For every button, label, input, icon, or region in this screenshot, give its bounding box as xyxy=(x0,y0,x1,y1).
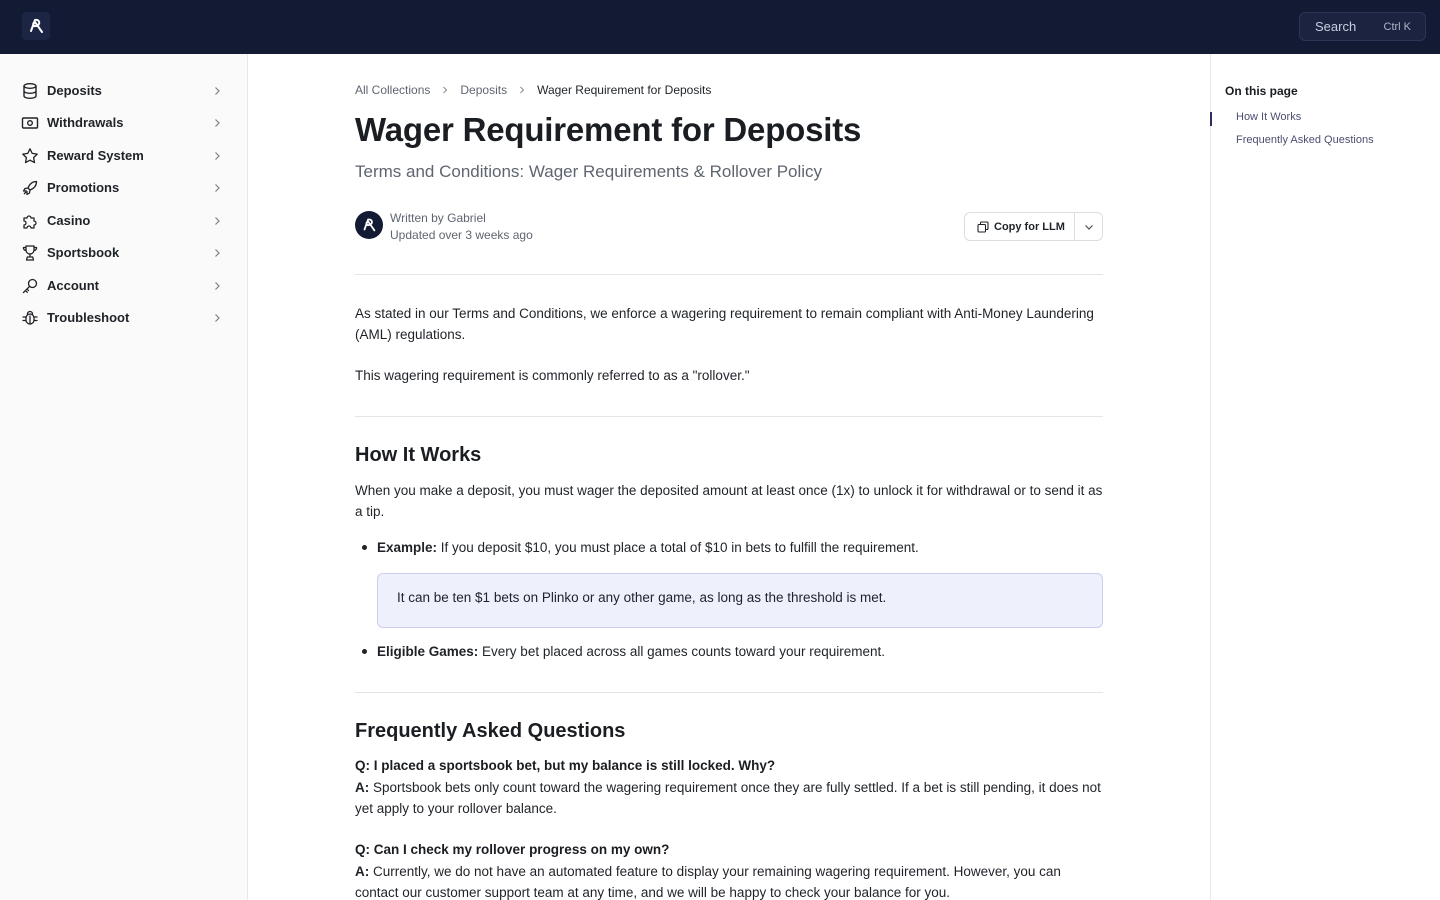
toc-active-indicator xyxy=(1210,112,1212,126)
sidebar-item-account[interactable] xyxy=(0,270,247,302)
divider xyxy=(355,416,1103,417)
chevron-right-icon xyxy=(440,85,450,95)
breadcrumb xyxy=(355,83,711,97)
breadcrumb-all-collections[interactable]: All Collections xyxy=(355,83,431,97)
how-it-works-paragraph: When you make a deposit, you must wager the deposited amount at least once (1x) to unlock it for withdrawal or to send it as a tip. xyxy=(355,483,1103,519)
trophy-icon xyxy=(21,244,39,262)
section-heading-how-it-works: How It Works xyxy=(355,444,482,466)
chevron-right-icon xyxy=(211,85,223,97)
list-item xyxy=(377,537,1103,558)
brand-logo-icon[interactable] xyxy=(22,12,50,40)
intro-paragraph-2: This wagering requirement is commonly referred to as a "rollover." xyxy=(355,368,750,383)
answer-label: A: xyxy=(355,780,370,795)
divider xyxy=(355,274,1103,275)
faq-answer xyxy=(355,777,1103,819)
sidebar-item-label: Promotions xyxy=(47,180,120,195)
breadcrumb-current: Wager Requirement for Deposits xyxy=(537,83,712,97)
example-label: Example: xyxy=(377,540,438,555)
eligible-label: Eligible Games: xyxy=(377,644,479,659)
divider xyxy=(355,692,1103,693)
faq-answer xyxy=(355,861,1103,900)
bullet-icon xyxy=(362,649,367,654)
search-button[interactable] xyxy=(1299,12,1426,41)
copy-icon xyxy=(977,221,989,233)
copy-for-llm-label: Copy for LLM xyxy=(994,220,1065,233)
sidebar-item-deposits[interactable] xyxy=(0,75,247,107)
rocket-icon xyxy=(21,179,39,197)
top-bar xyxy=(0,0,1440,54)
sidebar-item-label: Deposits xyxy=(47,83,102,98)
breadcrumb-deposits[interactable]: Deposits xyxy=(460,83,508,97)
sidebar-item-label: Withdrawals xyxy=(47,115,124,130)
chevron-right-icon xyxy=(211,215,223,227)
brand-logo-icon xyxy=(360,216,378,234)
sidebar-item-reward-system[interactable] xyxy=(0,140,247,172)
sidebar-item-troubleshoot[interactable] xyxy=(0,302,247,334)
page-subtitle: Terms and Conditions: Wager Requirements & Rollover Policy xyxy=(355,162,823,181)
chevron-right-icon xyxy=(211,182,223,194)
toc-item-how-it-works[interactable]: How It Works xyxy=(1236,111,1302,123)
answer-text: Currently, we do not have an automated feature to display your remaining wagering requirement. However, you can contact our customer support team at any time, and we will be happy to check your balance for you. xyxy=(355,864,1061,900)
callout-box: It can be ten $1 bets on Plinko or any other game, as long as the threshold is met. xyxy=(377,573,1103,628)
toc-item-faq[interactable]: Frequently Asked Questions xyxy=(1236,134,1374,146)
bug-icon xyxy=(21,309,39,327)
page-title: Wager Requirement for Deposits xyxy=(355,111,862,148)
sidebar-item-casino[interactable] xyxy=(0,205,247,237)
chevron-right-icon xyxy=(211,117,223,129)
chevron-right-icon xyxy=(211,280,223,292)
example-text: If you deposit $10, you must place a total of $10 in bets to fulfill the requirement. xyxy=(437,540,919,555)
chevron-right-icon xyxy=(517,85,527,95)
sidebar xyxy=(0,54,248,900)
sidebar-item-label: Account xyxy=(47,278,99,293)
author-line: Written by Gabriel xyxy=(390,211,486,225)
sidebar-item-promotions[interactable] xyxy=(0,172,247,204)
sidebar-item-label: Troubleshoot xyxy=(47,310,130,325)
key-icon xyxy=(21,277,39,295)
chevron-right-icon xyxy=(211,247,223,259)
search-label: Search xyxy=(1315,19,1357,34)
bullet-icon xyxy=(362,545,367,550)
eligible-text: Every bet placed across all games counts toward your requirement. xyxy=(478,644,885,659)
faq-question: Q: I placed a sportsbook bet, but my balance is still locked. Why? xyxy=(355,758,776,773)
sidebar-item-label: Casino xyxy=(47,213,91,228)
sidebar-item-sportsbook[interactable] xyxy=(0,237,247,269)
article-main xyxy=(248,54,1210,900)
star-icon xyxy=(21,147,39,165)
sidebar-item-label: Reward System xyxy=(47,148,144,163)
answer-label: A: xyxy=(355,864,370,879)
cash-icon xyxy=(21,114,39,132)
table-of-contents xyxy=(1210,54,1440,900)
chevron-down-icon xyxy=(1083,221,1095,233)
database-icon xyxy=(21,82,39,100)
search-shortcut: Ctrl K xyxy=(1383,20,1411,33)
sidebar-item-withdrawals[interactable] xyxy=(0,107,247,139)
puzzle-icon xyxy=(21,212,39,230)
toc-title: On this page xyxy=(1225,84,1298,98)
answer-text: Sportsbook bets only count toward the wagering requirement once they are fully settled. If a bet is still pending, it does not yet apply to your rollover balance. xyxy=(355,780,1101,816)
section-heading-faq: Frequently Asked Questions xyxy=(355,720,626,742)
sidebar-item-label: Sportsbook xyxy=(47,245,120,260)
updated-line: Updated over 3 weeks ago xyxy=(390,228,533,242)
faq-question: Q: Can I check my rollover progress on my own? xyxy=(355,842,670,857)
chevron-right-icon xyxy=(211,312,223,324)
intro-paragraph: As stated in our Terms and Conditions, we enforce a wagering requirement to remain compliant with Anti-Money Laundering (AML) regulations. xyxy=(355,306,1094,342)
copy-options-dropdown[interactable] xyxy=(1074,212,1103,241)
list-item xyxy=(377,641,1103,662)
avatar xyxy=(355,211,383,239)
copy-for-llm-button[interactable] xyxy=(964,212,1075,241)
chevron-right-icon xyxy=(211,150,223,162)
